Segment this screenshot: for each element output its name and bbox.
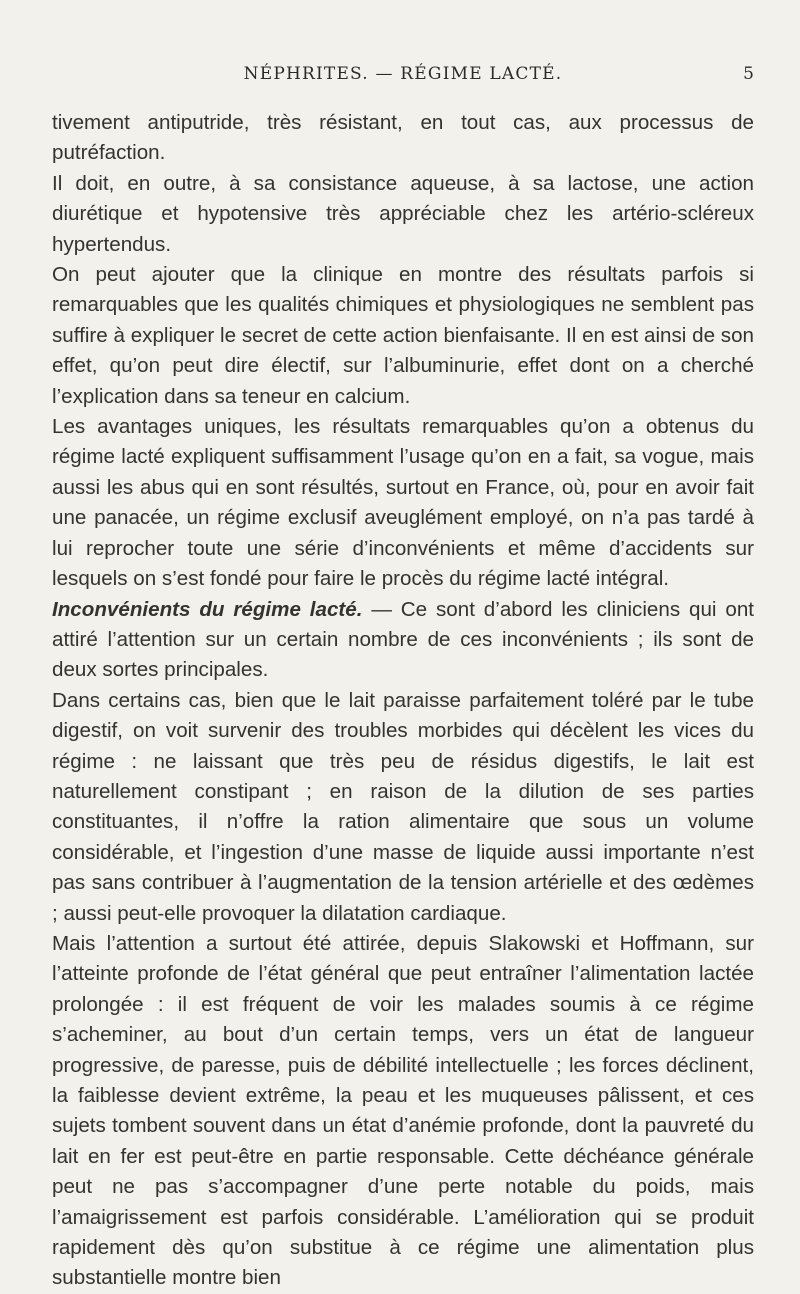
section-paragraph (52, 595, 754, 686)
section-lead: — Ce sont d’abord les cliniciens qui ont attiré l’attention sur un certain nombre de ces inconvénients ; ils sont de deux sortes principales. (52, 597, 754, 682)
paragraph: tivement antiputride, très résistant, en tout cas, aux processus de putréfaction. (52, 111, 754, 165)
page-number: 5 (743, 64, 754, 84)
paragraph: On peut ajouter que la clinique en montre des résultats parfois si remarquables que les qualités chimiques et physiologiques ne semblent pas suffire à expliquer le secret de cette action bienfaisante. Il en est ainsi de son effet, qu’on peut dire électif, sur l’albuminurie, effet dont on a cherché l’explication dans sa teneur en calcium. (52, 263, 754, 408)
body-text (52, 108, 754, 1294)
running-title: NÉPHRITES. — RÉGIME LACTÉ. (243, 64, 563, 84)
section-heading: Inconvénients du régime lacté. (52, 597, 363, 621)
paragraph: Dans certains cas, bien que le lait paraisse parfaitement toléré par le tube digestif, on voit survenir des troubles morbides qui décèlent les vices du régime : ne laissant que très peu de résidus digestifs, le lait est naturellement constipant ; en raison de la dilution de ses parties constituantes, il n’offre la ration alimentaire que sous un volume considérable, et l’ingestion d’une masse de liquide aussi importante n’est pas sans contribuer à l’augmentation de la tension artérielle et des œdèmes ; aussi peut-elle provoquer la dilatation cardiaque. (52, 688, 754, 925)
paragraph: Les avantages uniques, les résultats remarquables qu’on a obtenus du régime lacté expliquent suffisamment l’usage qu’on en a fait, sa vogue, mais aussi les abus qui en sont résultés, surtout en France, où, pour en avoir fait une panacée, un régime exclusif aveuglément employé, on n’a pas tardé à lui reprocher toute une série d’inconvénients et même d’accidents sur lesquels on s’est fondé pour faire le procès du régime lacté intégral. (52, 415, 754, 591)
running-header (52, 64, 754, 90)
paragraph: Il doit, en outre, à sa consistance aqueuse, à sa lactose, une action diurétique et hypotensive très appréciable chez les artério-scléreux hypertendus. (52, 171, 754, 256)
paragraph: Mais l’attention a surtout été attirée, depuis Slakowski et Hoffmann, sur l’atteinte profonde de l’état général que peut entraîner l’alimentation lactée prolongée : il est fréquent de voir les malades soumis à ce régime s’acheminer, au bout d’un certain temps, vers un état de langueur progressive, de paresse, puis de débilité intellectuelle ; les forces déclinent, la faiblesse devient extrême, la peau et les muqueuses pâlissent, et ces sujets tombent souvent dans un état d’anémie profonde, dont la pauvreté du lait en fer est peut-être en partie responsable. Cette déchéance générale peut ne pas s’accompagner d’une perte notable du poids, mais l’amaigrissement est parfois considérable. L’amélioration qui se produit rapidement dès qu’on substitue à ce régime une alimentation plus substantielle montre bien (52, 931, 754, 1290)
